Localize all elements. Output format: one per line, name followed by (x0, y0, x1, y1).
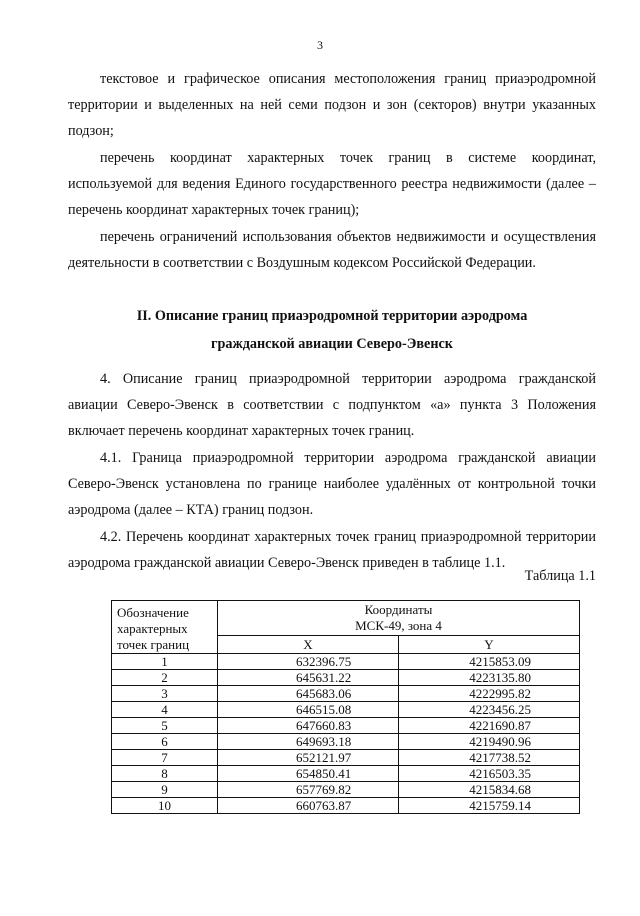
x-coordinate-cell: 654850.41 (218, 766, 399, 782)
point-number-cell: 7 (112, 750, 218, 766)
table-row (112, 766, 580, 782)
table-row (112, 734, 580, 750)
y-column-header: Y (399, 636, 580, 654)
section-heading (68, 302, 596, 358)
y-coordinate-cell: 4219490.96 (399, 734, 580, 750)
point-number-cell: 1 (112, 654, 218, 670)
paragraph: текстовое и графическое описания местоположения границ приаэродромной территории и выделенных на ней семи подзон и зон (секторов) внутри указанных подзон; (68, 71, 596, 139)
y-coordinate-cell: 4222995.82 (399, 686, 580, 702)
coordinates-table (111, 600, 580, 814)
y-coordinate-cell: 4223456.25 (399, 702, 580, 718)
coordinates-header-line: Координаты (364, 602, 433, 617)
x-coordinate-cell: 632396.75 (218, 654, 399, 670)
paragraph: 4. Описание границ приаэродромной территории аэродрома гражданской авиации Северо-Эвенск в соответствии с подпунктом «а» пункта 3 Положения включает перечень координат характерных точек границ. (68, 371, 596, 439)
point-number-cell: 8 (112, 766, 218, 782)
y-coordinate-cell: 4215853.09 (399, 654, 580, 670)
points-column-header: Обозначение характерных точек границ (112, 601, 218, 654)
table-row (112, 670, 580, 686)
point-number-cell: 9 (112, 782, 218, 798)
y-coordinate-cell: 4215834.68 (399, 782, 580, 798)
y-coordinate-cell: 4215759.14 (399, 798, 580, 814)
point-number-cell: 5 (112, 718, 218, 734)
x-coordinate-cell: 645683.06 (218, 686, 399, 702)
heading-line: гражданской авиации Северо-Эвенск (211, 336, 453, 352)
x-coordinate-cell: 645631.22 (218, 670, 399, 686)
y-coordinate-cell: 4223135.80 (399, 670, 580, 686)
paragraph: перечень координат характерных точек границ в системе координат, используемой для ведения Единого государственного реестра недвижимости (далее – перечень координат характерных точек границ); (68, 150, 596, 218)
table-caption: Таблица 1.1 (524, 568, 596, 584)
section-text (68, 366, 596, 576)
x-coordinate-cell: 657769.82 (218, 782, 399, 798)
heading-line: II. Описание границ приаэродромной территории аэродрома (136, 308, 528, 324)
x-coordinate-cell: 646515.08 (218, 702, 399, 718)
x-column-header: X (218, 636, 399, 654)
table-row (112, 718, 580, 734)
table-row (112, 750, 580, 766)
intro-text (68, 66, 596, 276)
x-coordinate-cell: 652121.97 (218, 750, 399, 766)
x-coordinate-cell: 647660.83 (218, 718, 399, 734)
point-number-cell: 3 (112, 686, 218, 702)
y-coordinate-cell: 4216503.35 (399, 766, 580, 782)
x-coordinate-cell: 649693.18 (218, 734, 399, 750)
point-number-cell: 10 (112, 798, 218, 814)
point-number-cell: 4 (112, 702, 218, 718)
x-coordinate-cell: 660763.87 (218, 798, 399, 814)
table-row (112, 782, 580, 798)
coordinates-header-line: МСК-49, зона 4 (355, 618, 442, 633)
table-row (112, 702, 580, 718)
y-coordinate-cell: 4221690.87 (399, 718, 580, 734)
point-number-cell: 6 (112, 734, 218, 750)
paragraph: 4.2. Перечень координат характерных точек границ приаэродромной территории аэродрома гражданской авиации Северо-Эвенск приведен в таблице 1.1. (68, 529, 596, 571)
paragraph: 4.1. Граница приаэродромной территории аэродрома гражданской авиации Северо-Эвенск установлена по границе наиболее удалённых от контрольной точки аэродрома (далее – КТА) границ подзон. (68, 450, 596, 518)
table-row (112, 654, 580, 670)
table-row (112, 686, 580, 702)
table-row (112, 798, 580, 814)
paragraph: перечень ограничений использования объектов недвижимости и осуществления деятельности в соответствии с Воздушным кодексом Российской Федерации. (68, 229, 596, 271)
coordinates-header (218, 601, 580, 636)
y-coordinate-cell: 4217738.52 (399, 750, 580, 766)
page-number: 3 (317, 38, 323, 52)
point-number-cell: 2 (112, 670, 218, 686)
